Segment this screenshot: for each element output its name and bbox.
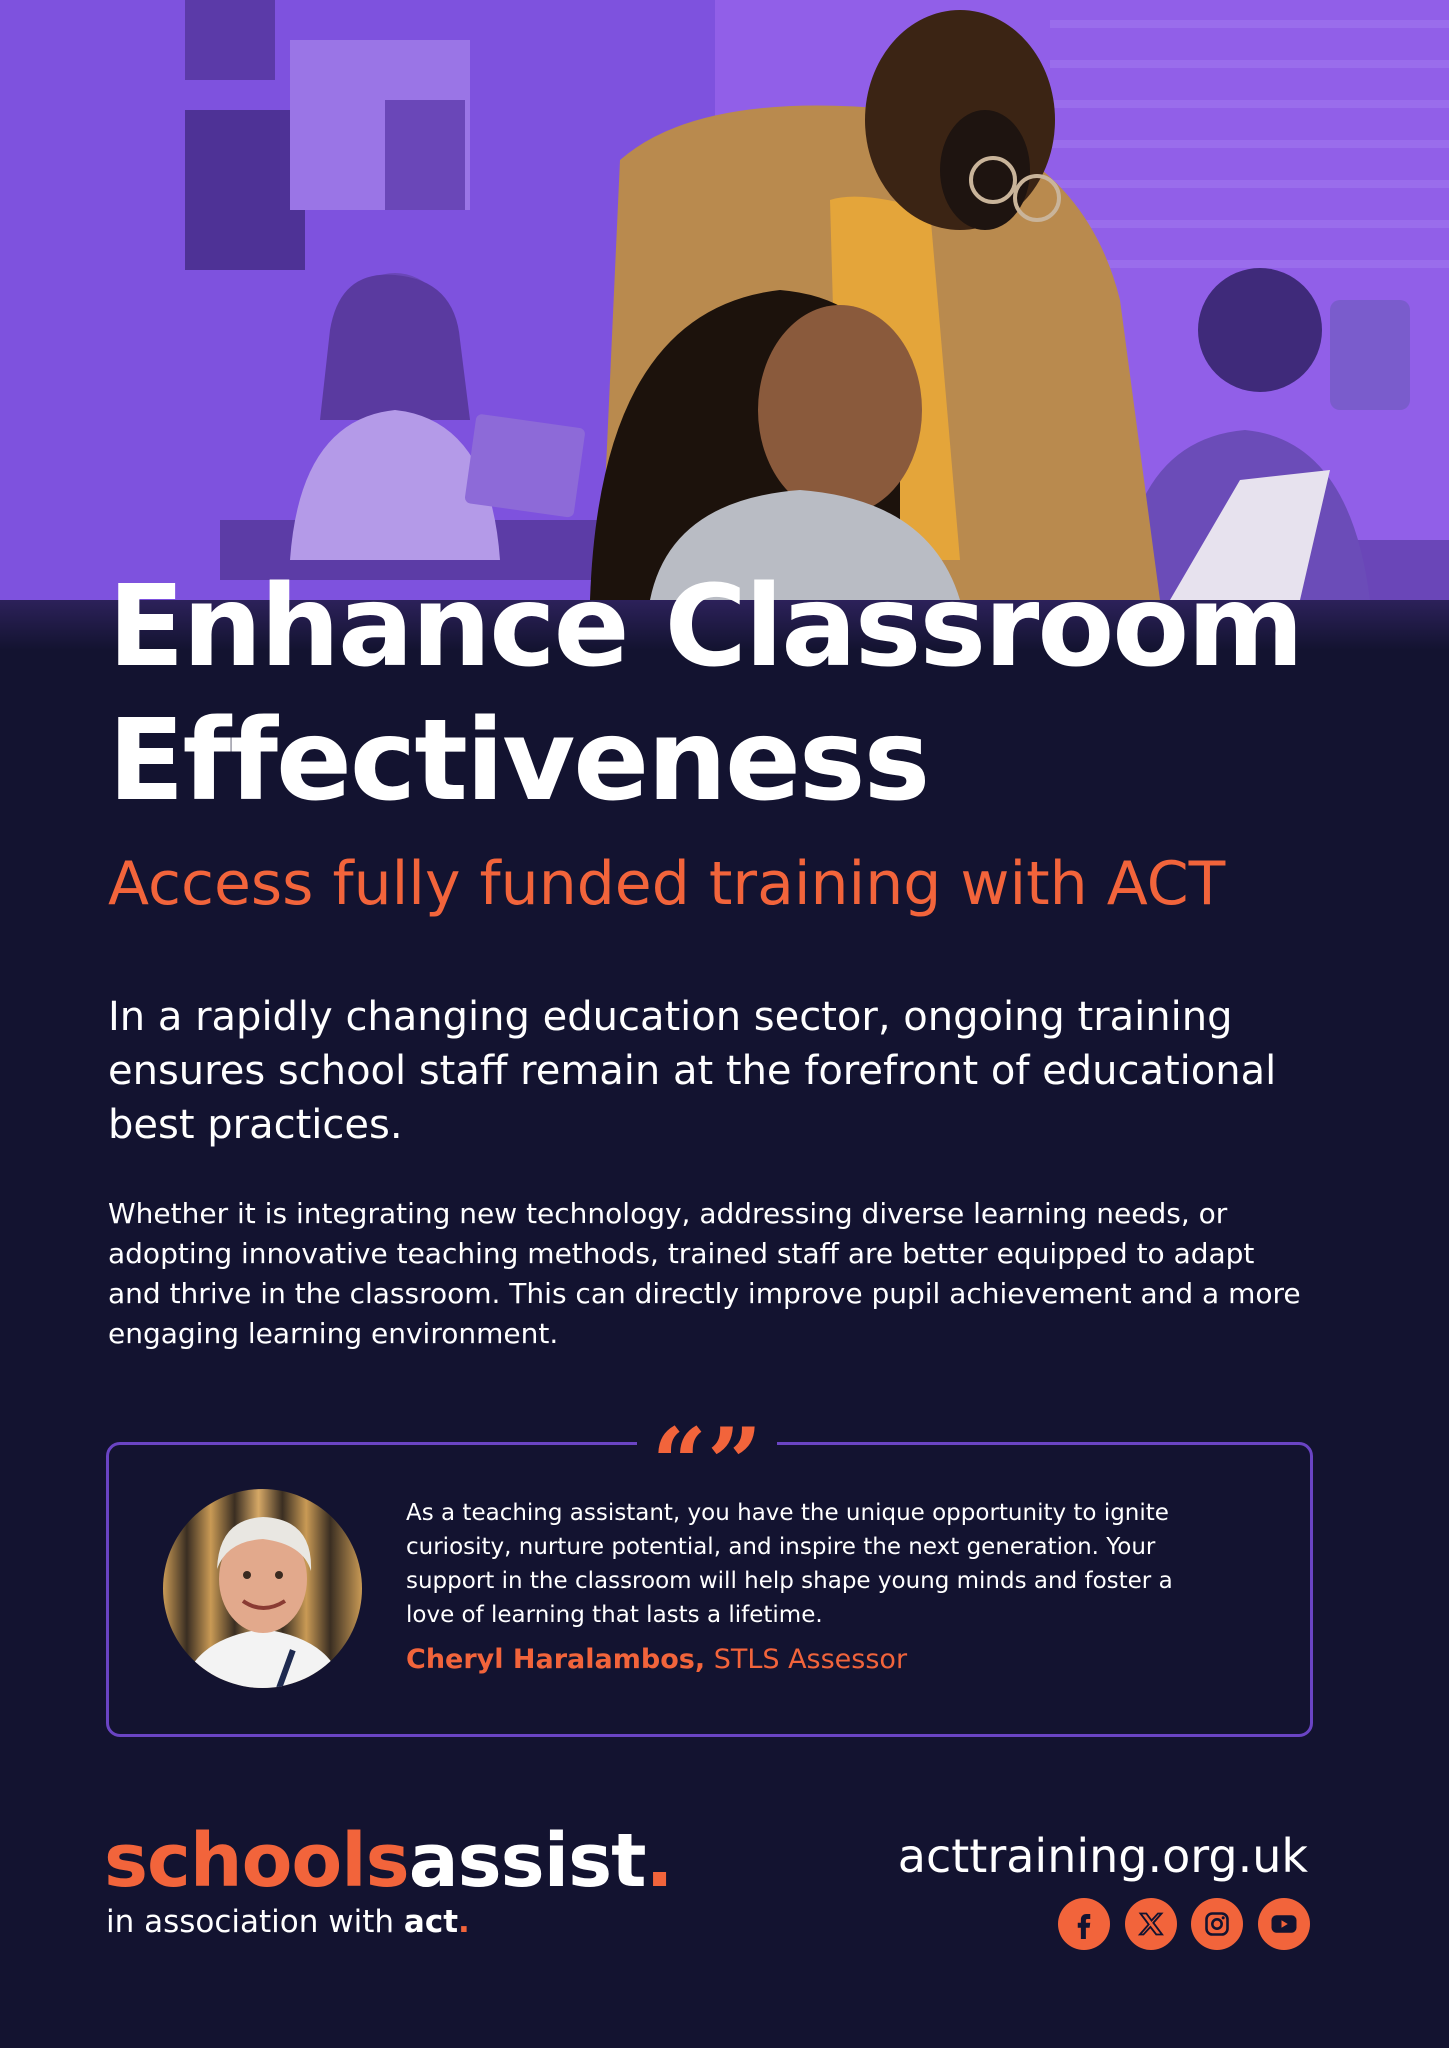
instagram-icon[interactable] xyxy=(1191,1898,1243,1950)
youtube-icon[interactable] xyxy=(1258,1898,1310,1950)
assessor-portrait xyxy=(163,1489,362,1688)
facebook-icon[interactable] xyxy=(1058,1898,1110,1950)
logo-tagline xyxy=(106,1900,706,1944)
x-icon[interactable] xyxy=(1125,1898,1177,1950)
logo-part-2: assist xyxy=(408,1818,646,1904)
body-paragraph: Whether it is integrating new technology, addressing diverse learning needs, or adopting innovative teaching methods, trained staff are better equipped to adapt and thrive in the classroom. This can directly improve pupil achievement and a more engaging learning environment. xyxy=(108,1197,1301,1350)
testimonial-quote: As a teaching assistant, you have the unique opportunity to ignite curiosity, nurture potential, and inspire the next generation. Your support in the classroom will help shape young minds and foster a love of learning that lasts a lifetime. xyxy=(406,1500,1173,1628)
social-links xyxy=(1058,1898,1310,1952)
logo-dot: . xyxy=(645,1818,673,1904)
headline xyxy=(108,560,1368,828)
author-role: STLS Assessor xyxy=(713,1644,908,1675)
schoolsassist-logo xyxy=(104,1816,744,1906)
tagline-brand: act xyxy=(403,1904,459,1940)
logo-part-1: schools xyxy=(104,1818,409,1904)
headline-line-2: Effectiveness xyxy=(108,696,929,826)
intro-paragraph: In a rapidly changing education sector, ongoing training ensures school staff remain at the forefront of educational best practices. xyxy=(108,994,1277,1148)
tagline-dot: . xyxy=(458,1904,470,1940)
quote-icon: “” xyxy=(637,1418,777,1478)
classroom-illustration xyxy=(0,0,1449,650)
website-link[interactable]: acttraining.org.uk xyxy=(897,1829,1308,1883)
subheadline: Access fully funded training with ACT xyxy=(108,849,1226,919)
hero-photo xyxy=(0,0,1449,650)
headline-line-1: Enhance Classroom xyxy=(108,562,1302,692)
tagline-prefix: in association with xyxy=(106,1904,395,1940)
testimonial-author xyxy=(406,1642,1226,1678)
author-name: Cheryl Haralambos, xyxy=(406,1644,706,1675)
avatar xyxy=(163,1489,362,1688)
